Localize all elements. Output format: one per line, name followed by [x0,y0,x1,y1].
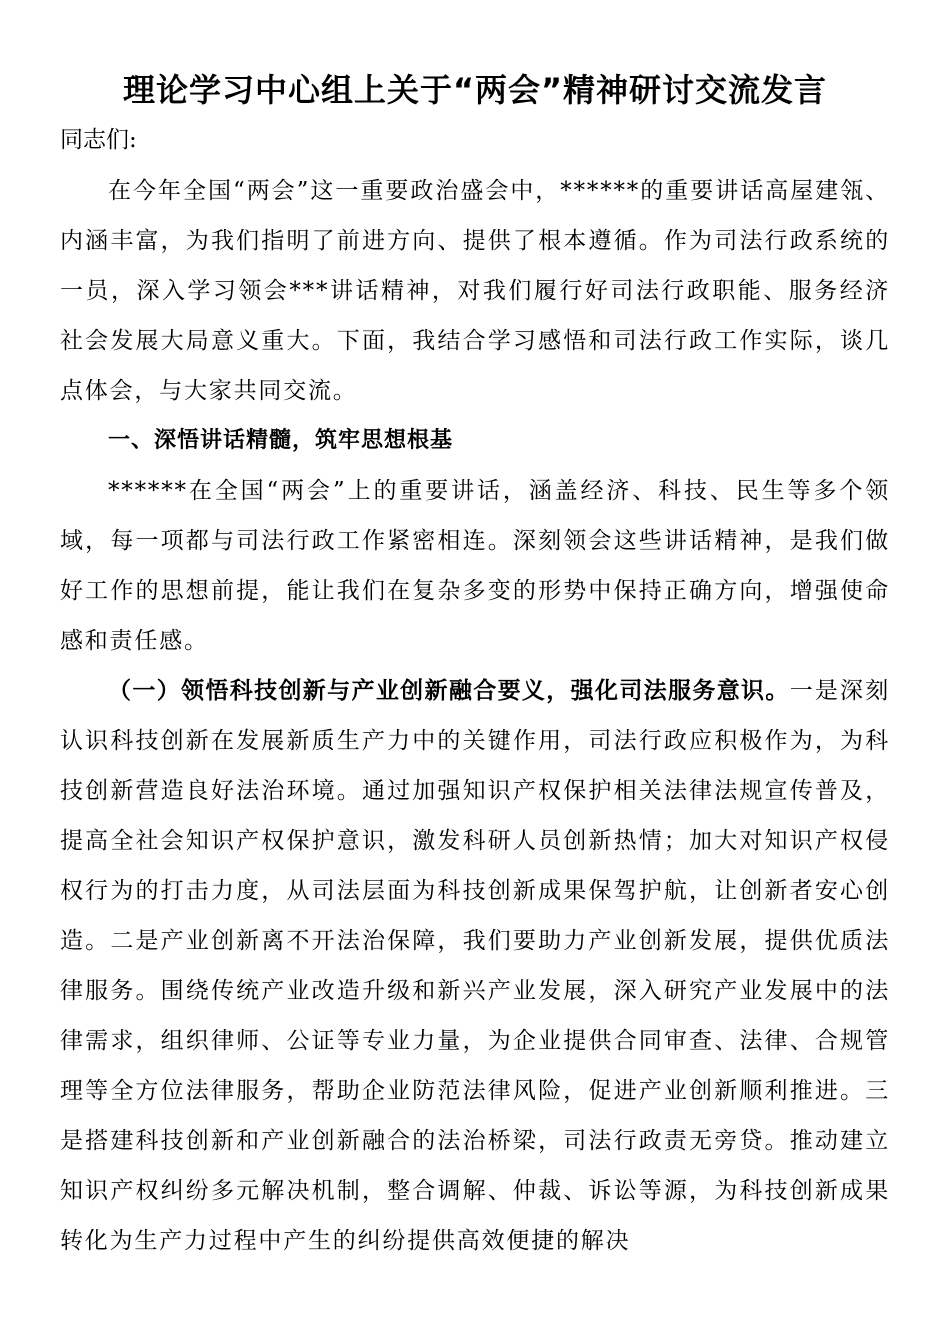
intro-paragraph: 在今年全国“两会”这一重要政治盛会中，******的重要讲话高屋建瓴、内涵丰富，为我们指明了前进方向、提供了根本遵循。作为司法行政系统的一员，深入学习领会***讲话精神，对我们履行好司法行政职能、服务经济社会发展大局意义重大。下面，我结合学习感悟和司法行政工作实际，谈几点体会，与大家共同交流。 [60,178,890,404]
subsection-lead: （一）领悟科技创新与产业创新融合要义，强化司法服务意识。 [108,678,790,704]
document-title: 理论学习中心组上关于“两会”精神研讨交流发言 [122,71,828,109]
subsection-paragraph [60,666,890,1266]
section-paragraph: ******在全国“两会”上的重要讲话，涵盖经济、科技、民生等多个领域，每一项都与司法行政工作紧密相连。深刻领会这些讲话精神，是我们做好工作的思想前提，能让我们在复杂多变的形势中保持正确方向，增强使命感和责任感。 [60,478,890,654]
section-heading: 一、深悟讲话精髓，筑牢思想根基 [108,428,454,453]
subsection-body: 一是深刻认识科技创新在发展新质生产力中的关键作用，司法行政应积极作为，为科技创新营造良好法治环境。通过加强知识产权保护相关法律法规宣传普及，提高全社会知识产权保护意识，激发科研人员创新热情；加大对知识产权侵权行为的打击力度，从司法层面为科技创新成果保驾护航，让创新者安心创造。二是产业创新离不开法治保障，我们要助力产业创新发展，提供优质法律服务。围绕传统产业改造升级和新兴产业发展，深入研究产业发展中的法律需求，组织律师、公证等专业力量，为企业提供合同审查、法律、合规管理等全方位法律服务，帮助企业防范法律风险，促进产业创新顺利推进。三是搭建科技创新和产业创新融合的法治桥梁，司法行政责无旁贷。推动建立知识产权纠纷多元解决机制，整合调解、仲裁、诉讼等源，为科技创新成果转化为生产力过程中产生的纠纷提供高效便捷的解决 [60,678,891,1254]
document-page [60,66,890,1266]
salutation: 同志们: [60,127,137,153]
